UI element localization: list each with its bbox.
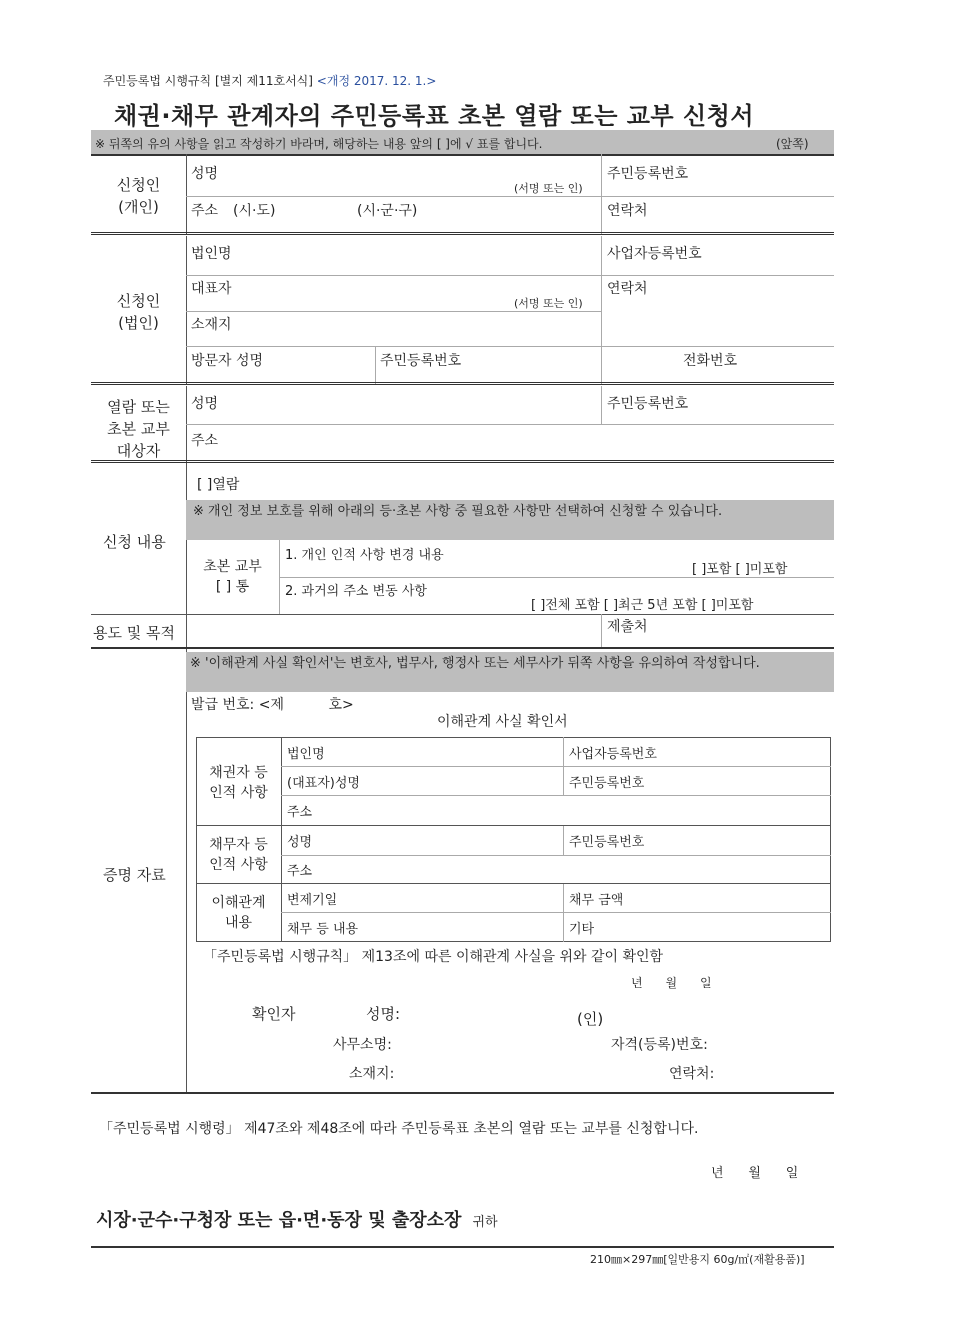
office-contact-label: 연락처: <box>669 1066 715 1082</box>
sigungu-label: (시·군·구) <box>357 203 418 219</box>
submit-to-label: 제출처 <box>607 619 648 635</box>
corp-contact-label: 연락처 <box>607 281 648 297</box>
item2-options[interactable]: [ ]전체 포함 [ ]최근 5년 포함 [ ]미포함 <box>531 598 754 613</box>
request-label: 신청 내용 <box>103 533 166 551</box>
target-address-label: 주소 <box>191 433 219 449</box>
creditor-address-label: 주소 <box>287 805 313 820</box>
confirmer-label: 확인자 <box>252 1005 296 1023</box>
paper-spec: 210㎜×297㎜[일반용지 60g/㎡(재활용품)] <box>590 1253 805 1266</box>
seal-mark: (인) <box>577 1010 604 1028</box>
evidence-label: 증명 자료 <box>103 866 166 884</box>
applicant-address-label: 주소 <box>191 203 219 219</box>
office-name-label: 사무소명: <box>333 1037 392 1053</box>
signature-hint: (서명 또는 인) <box>514 182 583 195</box>
visitor-phone-label: 전화번호 <box>683 353 738 369</box>
office-location-label: 소재지: <box>349 1066 395 1082</box>
privacy-notice-text: ※ 개인 정보 보호를 위해 아래의 등·초본 사항 중 필요한 사항만 선택하여 신청할 수 있습니다. <box>193 504 723 519</box>
due-date-label: 변제기일 <box>287 893 338 908</box>
target-label: 열람 또는 초본 교부 대상자 <box>107 398 170 460</box>
revision-date: <개정 2017. 12. 1.> <box>316 74 437 88</box>
law-reference <box>103 72 436 89</box>
biz-no-label: 사업자등록번호 <box>607 246 702 262</box>
confirm-statement: 「주민등록법 시행규칙」 제13조에 따른 이해관계 사실을 위와 같이 확인함 <box>203 949 664 965</box>
issue-number: 발급 번호: <제 호> <box>191 697 354 713</box>
confirm-title: 이해관계 사실 확인서 <box>437 714 568 730</box>
purpose-label: 용도 및 목적 <box>93 624 175 642</box>
creditor-label: 채권자 등 인적 사항 <box>209 765 268 801</box>
honorific: 귀하 <box>472 1215 498 1230</box>
debt-amount-label: 채무 금액 <box>569 893 624 908</box>
creditor-corp-label: 법인명 <box>287 747 325 762</box>
confirmer-name-label: 성명: <box>366 1005 401 1023</box>
page-side-label: (앞쪽) <box>776 137 809 151</box>
notice-text: ※ 뒤쪽의 유의 사항을 읽고 작성하기 바라며, 해당하는 내용 앞의 [ ]에 √ 표를 합니다. <box>95 137 543 151</box>
applicant-contact-label: 연락처 <box>607 203 648 219</box>
item2-label: 2. 과거의 주소 변동 사항 <box>285 584 427 599</box>
representative-label: 대표자 <box>191 281 232 297</box>
view-option-checkbox[interactable]: [ ]열람 <box>197 477 240 493</box>
applicant-corporate-label: 신청인 (법인) <box>116 292 161 332</box>
debtor-rrn-label: 주민등록번호 <box>569 835 645 850</box>
applicant-name-label: 성명 <box>191 166 219 182</box>
debtor-label: 채무자 등 인적 사항 <box>209 837 268 873</box>
target-name-label: 성명 <box>191 396 219 412</box>
confirm-date: 년 월 일 <box>631 976 712 990</box>
creditor-rrn-label: 주민등록번호 <box>569 776 645 791</box>
applicant-rrn-label: 주민등록번호 <box>607 166 689 182</box>
form-title: 채권·채무 관계자의 주민등록표 초본 열람 또는 교부 신청서 <box>114 102 755 130</box>
debt-content-label: 채무 등 내용 <box>287 922 359 937</box>
application-date: 년 월 일 <box>711 1166 799 1181</box>
item1-label: 1. 개인 인적 사항 변경 내용 <box>285 548 444 563</box>
creditor-rep-label: (대표자)성명 <box>287 776 360 791</box>
evidence-notice-text: ※ '이해관계 사실 확인서'는 변호사, 법무사, 행정사 또는 세무사가 뒤쪽 사항을 유의하여 작성합니다. <box>190 656 760 671</box>
recipient-line <box>96 1206 498 1232</box>
debtor-name-label: 성명 <box>287 835 313 850</box>
other-label: 기타 <box>569 922 595 937</box>
application-statement: 「주민등록법 시행령」 제47조와 제48조에 따라 주민등록표 초본의 열람 또는 교부를 신청합니다. <box>99 1121 699 1137</box>
copy-count-field[interactable]: 초본 교부 [ ] 통 <box>203 559 262 595</box>
interest-content-label: 이해관계 내용 <box>211 895 266 931</box>
creditor-biz-label: 사업자등록번호 <box>569 747 657 762</box>
applicant-individual-label: 신청인 (개인) <box>116 176 161 216</box>
qualification-label: 자격(등록)번호: <box>611 1037 708 1053</box>
recipient-text: 시장·군수·구청장 또는 읍·면·동장 및 출장소장 <box>96 1210 462 1231</box>
debtor-address-label: 주소 <box>287 864 313 879</box>
visitor-rrn-label: 주민등록번호 <box>380 353 462 369</box>
law-ref-text: 주민등록법 시행규칙 [별지 제11호서식] <box>103 74 313 88</box>
corp-location-label: 소재지 <box>191 317 232 333</box>
target-rrn-label: 주민등록번호 <box>607 396 689 412</box>
visitor-name-label: 방문자 성명 <box>191 353 264 369</box>
sido-label: (시·도) <box>233 203 276 219</box>
corp-signature-hint: (서명 또는 인) <box>514 297 583 310</box>
item1-options[interactable]: [ ]포함 [ ]미포함 <box>692 562 788 577</box>
corp-name-label: 법인명 <box>191 246 232 262</box>
